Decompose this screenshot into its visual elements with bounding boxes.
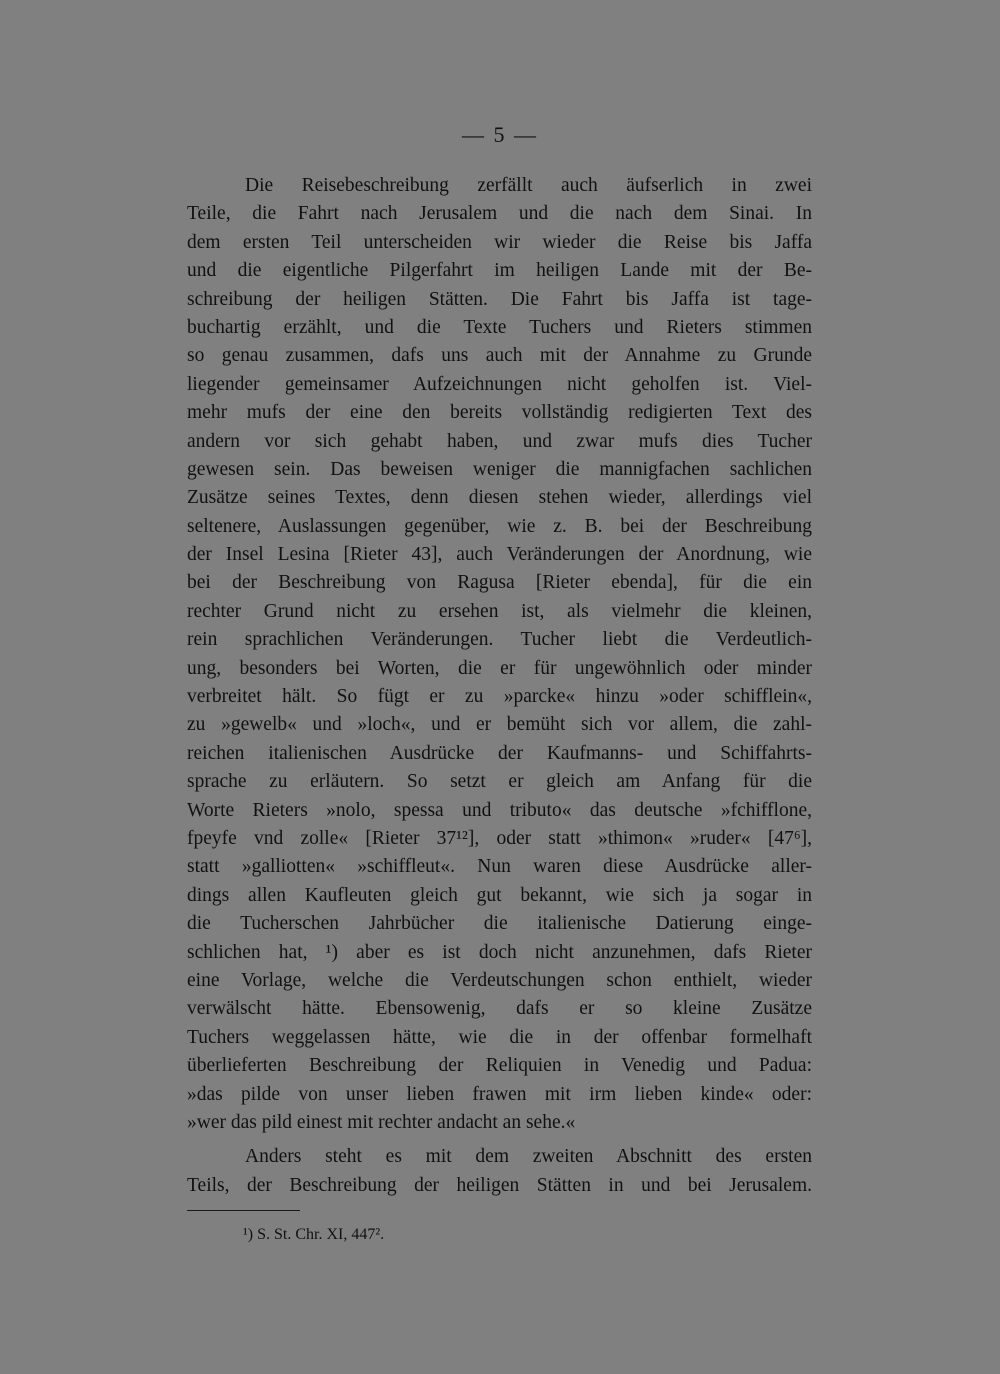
text-line: seltenere, Auslassungen gegenüber, wie z. B. bei der Beschreibung <box>187 515 812 537</box>
text-line: dem ersten Teil unterscheiden wir wieder die Reise bis Jaffa <box>187 231 812 253</box>
text-line: Zusätze seines Textes, denn diesen stehen wieder, allerdings viel <box>187 487 812 509</box>
text-line: Anders steht es mit dem zweiten Abschnitt des ersten <box>245 1146 812 1168</box>
text-line: überlieferten Beschreibung der Reliquien in Venedig und Padua: <box>187 1055 812 1077</box>
text-line: statt »galliotten« »schiffleut«. Nun waren diese Ausdrücke aller- <box>187 856 812 878</box>
text-line: eine Vorlage, welche die Verdeutschungen schon enthielt, wieder <box>187 969 812 991</box>
text-line: Teils, der Beschreibung der heiligen Stätten in und bei Jerusalem. <box>187 1174 812 1196</box>
text-line: ung, besonders bei Worten, die er für ungewöhnlich oder minder <box>187 657 812 679</box>
paragraph-1 <box>187 172 812 1137</box>
text-line: gewesen sein. Das beweisen weniger die mannigfachen sachlichen <box>187 458 812 480</box>
text-line: Die Reisebeschreibung zerfällt auch äufserlich in zwei <box>245 175 812 196</box>
text-line: rein sprachlichen Veränderungen. Tucher liebt die Verdeutlich- <box>187 629 812 651</box>
text-line: bei der Beschreibung von Ragusa [Rieter ebenda], für die ein <box>187 572 812 594</box>
text-line: verwälscht hätte. Ebensowenig, dafs er so kleine Zusätze <box>187 998 812 1020</box>
text-line: verbreitet hält. So fügt er zu »parcke« hinzu »oder schifflein«, <box>187 686 812 708</box>
text-line: buchartig erzählt, und die Texte Tuchers und Rieters stimmen <box>187 316 812 338</box>
text-line: rechter Grund nicht zu ersehen ist, als vielmehr die kleinen, <box>187 600 812 622</box>
text-line: andern vor sich gehabt haben, und zwar mufs dies Tucher <box>187 430 812 452</box>
text-line: zu »gewelb« und »loch«, und er bemüht sich vor allem, die zahl- <box>187 714 812 736</box>
text-line: »wer das pild einest mit rechter andacht an sehe.« <box>187 1111 576 1133</box>
text-line: Teile, die Fahrt nach Jerusalem und die nach dem Sinai. In <box>187 203 812 225</box>
text-line: Worte Rieters »nolo, spessa und tributo« das deutsche »fchifflone, <box>187 799 812 821</box>
text-line: Tuchers weggelassen hätte, wie die in der offenbar formelhaft <box>187 1026 812 1048</box>
text-line: so genau zusammen, dafs uns auch mit der Annahme zu Grunde <box>187 345 812 367</box>
text-line: schlichen hat, ¹) aber es ist doch nicht anzunehmen, dafs Rieter <box>187 941 812 963</box>
text-line: dings allen Kaufleuten gleich gut bekannt, wie sich ja sogar in <box>187 884 812 906</box>
footnote-rule <box>187 1210 300 1211</box>
text-line: sprache zu erläutern. So setzt er gleich am Anfang für die <box>187 771 812 793</box>
body-text <box>187 172 812 1200</box>
paragraph-2 <box>187 1143 812 1200</box>
text-line: und die eigentliche Pilgerfahrt im heiligen Lande mit der Be- <box>187 260 812 282</box>
footnote: ¹) S. St. Chr. XI, 447². <box>243 1226 385 1243</box>
text-line: mehr mufs der eine den bereits vollständig redigierten Text des <box>187 402 812 424</box>
text-line: »das pilde von unser lieben frawen mit irm lieben kinde« oder: <box>187 1083 812 1105</box>
text-line: schreibung der heiligen Stätten. Die Fahrt bis Jaffa ist tage- <box>187 288 812 310</box>
text-line: reichen italienischen Ausdrücke der Kaufmanns- und Schiffahrts- <box>187 742 812 764</box>
text-line: fpeyfe vnd zolle« [Rieter 37¹²], oder statt »thimon« »ruder« [47⁶], <box>187 827 812 849</box>
page-number: — 5 — <box>462 122 538 147</box>
text-line: die Tucherschen Jahrbücher die italienische Datierung einge- <box>187 913 812 935</box>
text-line: liegender gemeinsamer Aufzeichnungen nicht geholfen ist. Viel- <box>187 373 812 395</box>
text-line: der Insel Lesina [Rieter 43], auch Veränderungen der Anordnung, wie <box>187 544 812 566</box>
